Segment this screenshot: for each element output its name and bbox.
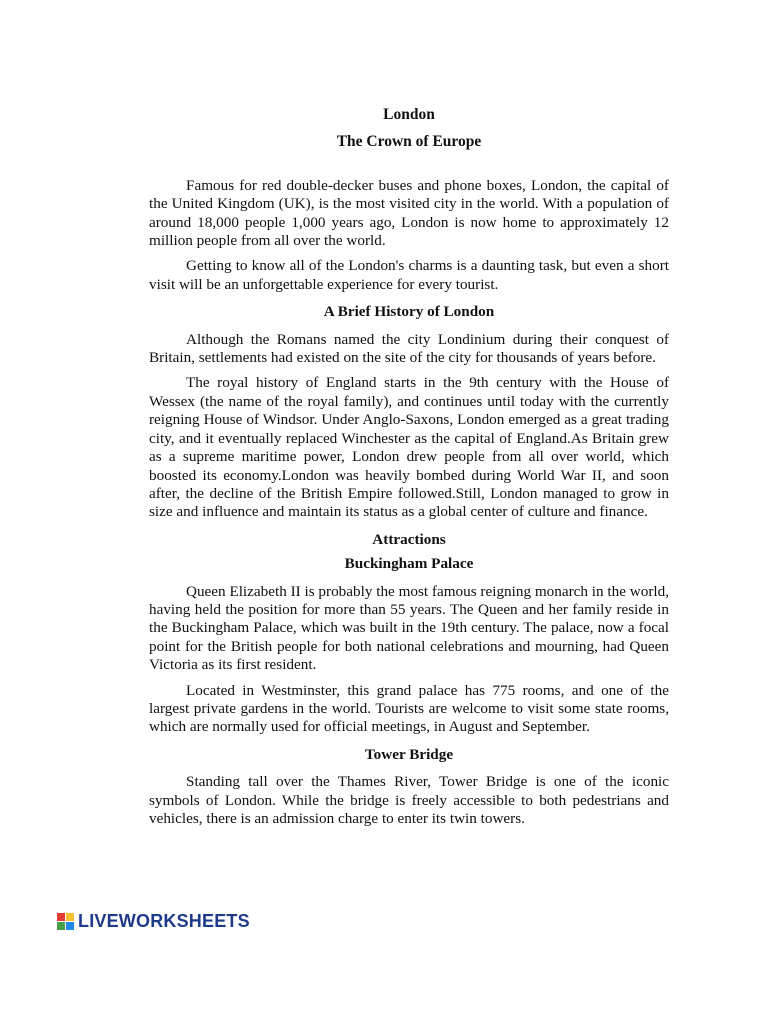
buckingham-paragraph-2: Located in Westminster, this grand palace has 775 rooms, and one of the largest private gardens in the world. Tourists are welcome to visit some state rooms, which are normally used for official meetings, in August and September.	[149, 681, 669, 736]
liveworksheets-logo[interactable]	[57, 909, 250, 933]
logo-square-red	[57, 913, 65, 921]
section-heading-history: A Brief History of London	[323, 303, 495, 321]
document-subtitle: The Crown of Europe	[336, 133, 482, 151]
logo-square-blue	[66, 922, 74, 930]
document-title: London	[383, 106, 435, 123]
tower-bridge-paragraph-1: Standing tall over the Thames River, Tower Bridge is one of the iconic symbols of London. While the bridge is freely accessible to both pedestrians and vehicles, there is an admission charge to enter its twin towers.	[149, 773, 669, 827]
intro-paragraph-1: Famous for red double-decker buses and phone boxes, London, the capital of the United Kingdom (UK), is the most visited city in the world. With a population of around 18,000 people 1,000 years ago, London is now home to approximately 12 million people from all over the world.	[149, 176, 669, 250]
logo-square-yellow	[66, 913, 74, 921]
subsection-heading-buckingham: Buckingham Palace	[344, 555, 474, 573]
section-heading-attractions: Attractions	[372, 530, 446, 548]
intro-paragraph-2: Getting to know all of the London's charms is a daunting task, but even a short visit will be an unforgettable experience for every tourist.	[149, 257, 669, 293]
logo-text: LIVEWORKSHEETS	[78, 910, 250, 931]
document-body	[149, 106, 669, 835]
liveworksheets-logo-icon	[57, 913, 74, 930]
logo-square-green	[57, 922, 65, 930]
subsection-heading-tower-bridge: Tower Bridge	[364, 745, 454, 763]
buckingham-paragraph-1: Queen Elizabeth II is probably the most famous reigning monarch in the world, having held the position for more than 55 years. The Queen and her family reside in the Buckingham Palace, which was built in the 19th century. The palace, now a focal point for the British people for both national celebrations and mourning, had Queen Victoria as its first resident.	[149, 582, 669, 674]
history-paragraph-2: The royal history of England starts in the 9th century with the House of Wessex (the name of the royal family), and continues until today with the currently reigning House of Windsor. Under Anglo-Saxons, London emerged as a great trading city, and it eventually replaced Winchester as the capital of England.As Britain grew as a supreme maritime power, London drew people from all over world, which boosted its economy.London was heavily bombed during World War II, and soon after, the decline of the British Empire followed.Still, London managed to grow in size and influence and maintain its status as a global center of culture and finance.	[149, 374, 669, 521]
history-paragraph-1: Although the Romans named the city Londinium during their conquest of Britain, settlements had existed on the site of the city for thousands of years before.	[149, 330, 669, 367]
